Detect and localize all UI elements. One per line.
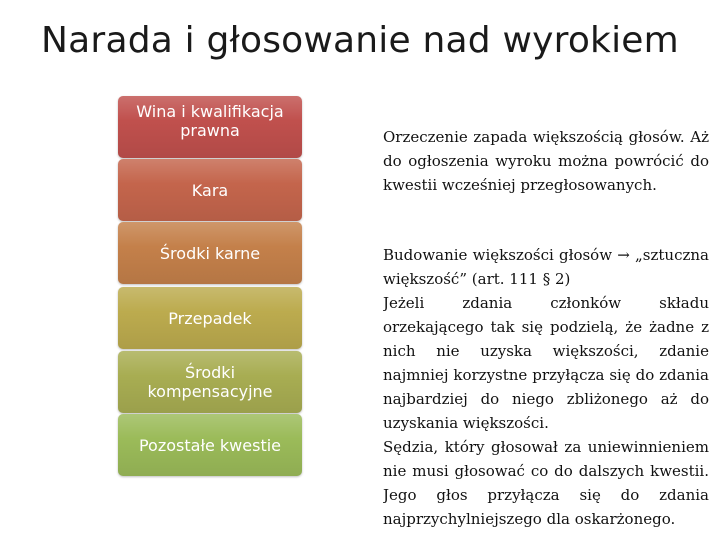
artificial-majority-rule: Jeżeli zdania członków składu orzekającego tak się podzielą, że żadne z nich nie uzyska większości, zdanie najmniej korzystne przyłącza się do zdania najbardziej do niego zbliżonego aż do uzyskania większości.	[383, 294, 709, 432]
step-srodki-karne: Środki karne	[118, 222, 302, 284]
step-przepadek: Przepadek	[118, 287, 302, 349]
step-kara: Kara	[118, 159, 302, 221]
step-pozostale-kwestie: Pozostałe kwestie	[118, 414, 302, 476]
artificial-majority-heading: Budowanie większości głosów → „sztuczna większość” (art. 111 § 2)	[383, 246, 709, 288]
slide-title: Narada i głosowanie nad wyrokiem	[41, 20, 679, 61]
paragraph-artificial-majority	[383, 243, 709, 540]
step-srodki-kompensacyjne: Środki kompensacyjne	[118, 351, 302, 413]
step-wina: Wina i kwalifikacja prawna	[118, 96, 302, 158]
paragraph-majority: Orzeczenie zapada większością głosów. Aż do ogłoszenia wyroku można powrócić do kwestii wcześniej przegłosowanych.	[383, 128, 709, 194]
acquittal-vote-rule: Sędzia, który głosował za uniewinnieniem nie musi głosować co do dalszych kwestii. Jego głos przyłącza się do zdania najprzychylniejszego dla oskarżonego.	[383, 438, 709, 528]
